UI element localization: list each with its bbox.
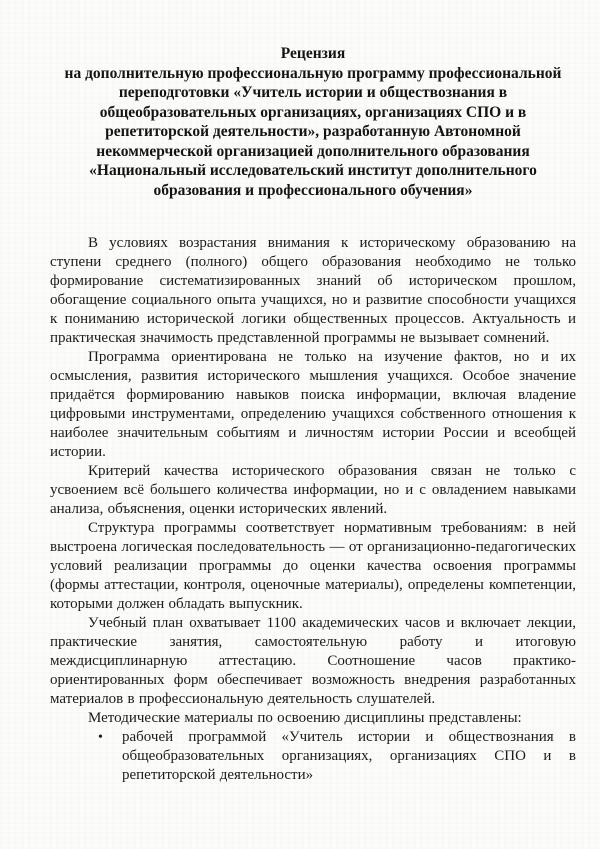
title-line: «Национальный исследовательский институт дополнительного	[89, 162, 537, 179]
title-line: Рецензия	[280, 45, 346, 62]
list-item	[98, 728, 576, 785]
title-line: на дополнительную профессиональную программу профессиональной	[64, 64, 562, 82]
title-line: переподготовки «Учитель истории и обществознания в	[118, 84, 508, 101]
title-line: образования и профессионального обучения»	[153, 181, 473, 199]
title-line: некоммерческой организацией дополнительного образования	[96, 142, 530, 160]
body-paragraph: Критерий качества исторического образования связан не только с усвоением всё большего количества информации, но и с овладением навыками анализа, объяснения, оценки исторических явлений.	[50, 463, 576, 517]
list-item-text: рабочей программой «Учитель истории и обществознания в общеобразовательных организациях, организациях СПО и в репетиторской деятельности»	[122, 729, 576, 783]
bullet-icon: •	[98, 730, 103, 745]
title-line: репетиторской деятельности», разработанную Автономной	[105, 123, 521, 140]
body-paragraph: Учебный план охватывает 1100 академических часов и включает лекции, практические занятия, самостоятельную работу и итоговую междисциплинарную аттестацию. Соотношение часов практико-ориентированных форм обеспечивает возможность внедрения разработанных материалов в профессиональную деятельность слушателей.	[50, 615, 576, 707]
body-paragraph: Методические материалы по освоению дисциплины представлены:	[88, 710, 522, 726]
body-paragraph: В условиях возрастания внимания к историческому образованию на ступени среднего (полного) общего образования необходимо не только формирование систематизированных знаний об историческом прошлом, обогащение социального опыта учащихся, но и развитие способности учащихся к пониманию исторической логики общественных процессов. Актуальность и практическая значимость представленной программы не вызывает сомнений.	[50, 235, 576, 346]
body-paragraph: Программа ориентирована не только на изучение фактов, но и их осмысления, развития исторического мышления учащихся. Особое значение придаётся формированию навыков поиска информации, включая владение цифровыми инструментами, определению учащихся собственного отношения к наиболее значительным событиям и личностям истории России и всеобщей истории.	[50, 349, 576, 460]
review-title	[50, 44, 576, 200]
review-body	[50, 234, 576, 785]
body-paragraph: Структура программы соответствует нормативным требованиям: в ней выстроена логическая последовательность — от организационно-педагогических условий реализации программы до оценки качества освоения программы (формы аттестации, контроля, оценочные материалы), определены компетенции, которыми должен обладать выпускник.	[50, 520, 576, 612]
title-line: общеобразовательных организациях, организациях СПО и в	[99, 103, 527, 121]
bullet-list	[50, 728, 576, 785]
